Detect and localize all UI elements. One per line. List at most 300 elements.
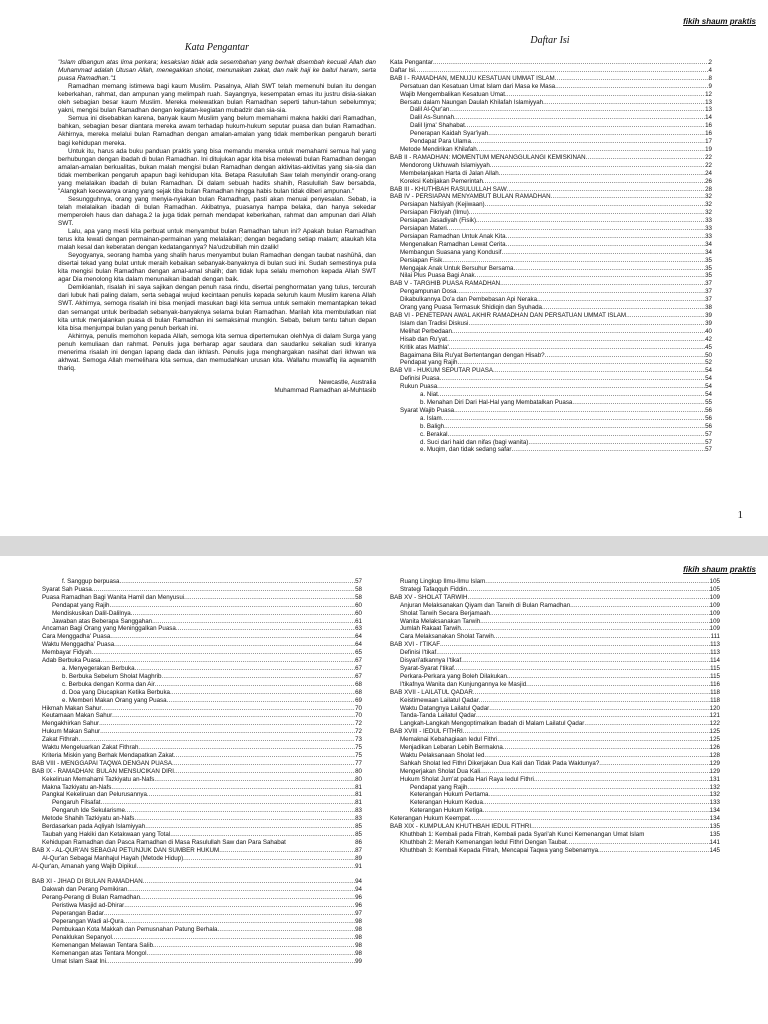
toc-entry-title: BAB XV - SHOLAT TARWIH bbox=[390, 593, 468, 601]
toc-entry-title: BAB VII - HUKUM SEPUTAR PUASA bbox=[390, 367, 494, 375]
toc-entry-title: Berdasarkan pada Aqliyah Islamiyyah bbox=[42, 823, 146, 831]
toc-entry[interactable] bbox=[390, 681, 720, 689]
toc-entry-page: 121 bbox=[709, 712, 720, 720]
toc-entry-title: BAB II - RAMADHAN: MOMENTUM MENANGGULANGI KEMISKINAN bbox=[390, 153, 586, 161]
toc-entry[interactable] bbox=[390, 689, 720, 697]
toc-leader-dots bbox=[567, 839, 710, 847]
toc-entry-page: 80 bbox=[355, 767, 362, 775]
running-header: fikih shaum praktis bbox=[683, 17, 756, 26]
toc-entry-title: Waktu Datangnya Lailatul Qadar bbox=[400, 704, 490, 712]
toc-entry-title: Pendapat yang Rajih bbox=[400, 359, 458, 367]
toc-entry[interactable] bbox=[32, 625, 362, 633]
toc-entry[interactable] bbox=[390, 697, 720, 705]
toc-entry-title: Membelanjakan Harta di Jalan Allah bbox=[400, 169, 499, 177]
toc-entry-title: Hikmah Makan Sahur bbox=[42, 704, 102, 712]
toc-entry[interactable] bbox=[32, 839, 362, 847]
toc-entry-page: 67 bbox=[355, 672, 362, 680]
paragraph: Seyogyanya, seorang hamba yang shalih harus menyambut bulan Ramadhan dengan taubat nashūhā, dan disertai tekad yang bulat untuk meraih kebaikan sebanyak-banyaknya di bulan suci ini. Sudah semestinya pula kita mengisi bulan Ramadhan dengan amal-amal shalih; dan tidak lupa selalu memohon kepada Allah SWT agar Dia menolong kita dalam menunaikan ibadah dengan baik. bbox=[58, 252, 376, 284]
toc-entry[interactable] bbox=[390, 618, 720, 626]
toc-entry-page: 113 bbox=[710, 641, 720, 649]
toc-entry[interactable] bbox=[390, 776, 720, 784]
toc-leader-dots bbox=[490, 162, 705, 170]
toc-entry-page: 81 bbox=[355, 799, 362, 807]
toc-entry[interactable] bbox=[32, 665, 362, 673]
toc-entry[interactable] bbox=[390, 170, 712, 178]
toc-entry[interactable] bbox=[32, 610, 362, 618]
toc-entry[interactable] bbox=[32, 950, 362, 958]
toc-entry[interactable] bbox=[390, 320, 712, 328]
paragraph: Ramadhan memang istimewa bagi kaum Muslim. Pasalnya, Allah SWT telah memenuhi bulan itu dengan keberkahan, rahmat, dan ampunan yang melimpah ruah. Sayangnya, kesempatan emas itu justru disia-siakan oleh sebagian besar kaum Muslim. Mereka melewatkan bulan Ramadhan seperti tahun-tahun sebelumnya; yakni, mengisi bulan Ramadhan dengan kegiatan-kegiatan mubadzir dan sia-sia. bbox=[58, 83, 376, 115]
toc-entry-title: Waktu Mengeluarkan Zakat Fithrah bbox=[42, 744, 139, 752]
toc-entry[interactable] bbox=[390, 446, 712, 454]
toc-entry[interactable] bbox=[32, 594, 362, 602]
toc-entry[interactable] bbox=[32, 807, 362, 815]
toc-leader-dots bbox=[468, 320, 705, 328]
toc-entry-page: 81 bbox=[355, 791, 362, 799]
toc-entry[interactable] bbox=[32, 934, 362, 942]
toc-entry[interactable] bbox=[32, 815, 362, 823]
toc-entry[interactable] bbox=[390, 122, 712, 130]
toc-entry-title: a. Niat bbox=[420, 391, 438, 399]
page-2 bbox=[0, 556, 768, 1024]
toc-entry[interactable] bbox=[390, 225, 712, 233]
toc-entry-page: 122 bbox=[709, 720, 720, 728]
toc-entry-title: f. Sanggup berpuasa bbox=[62, 578, 120, 585]
toc-leader-dots bbox=[170, 831, 355, 839]
toc-entry[interactable] bbox=[390, 831, 720, 839]
toc-entry[interactable] bbox=[390, 383, 712, 391]
toc-entry-page: 126 bbox=[709, 744, 720, 752]
toc-entry-page: 37 bbox=[705, 296, 712, 304]
toc-entry-title: BAB I - RAMADHAN, MENUJU KESATUAN UMMAT ISLAM bbox=[390, 74, 555, 82]
toc-entry[interactable] bbox=[390, 791, 720, 799]
toc-entry[interactable] bbox=[390, 760, 720, 768]
toc-entry-page: 105 bbox=[709, 585, 720, 593]
toc-entry-title: Mendiskusikan Dalil-Dalilnya bbox=[52, 609, 131, 617]
toc-entry-title: Keterangan Hukum Pertama bbox=[410, 791, 489, 799]
toc-entry-page: 81 bbox=[355, 783, 362, 791]
toc-entry[interactable] bbox=[32, 855, 362, 863]
toc-entry-title: Bersatu dalam Naungan Daulah Khilafah Islamiyyah bbox=[400, 98, 544, 106]
toc-entry-title: Persiapan Fikriyah (Ilmu) bbox=[400, 209, 469, 217]
toc-entry-title: Dakwah dan Perang Pemikiran bbox=[42, 886, 128, 894]
toc-entry-page: 32 bbox=[705, 209, 712, 217]
toc-entry[interactable] bbox=[390, 130, 712, 138]
toc-leader-dots bbox=[499, 170, 705, 178]
toc-entry[interactable] bbox=[32, 847, 362, 855]
toc-leader-dots bbox=[440, 641, 710, 649]
toc-entry-title: Kekeliruan Memahami Tazkiyatu an-Nafs bbox=[42, 775, 155, 783]
toc-leader-dots bbox=[506, 241, 706, 249]
toc-entry[interactable] bbox=[32, 586, 362, 594]
toc-leader-dots bbox=[147, 791, 355, 799]
toc-entry[interactable] bbox=[32, 831, 362, 839]
toc-leader-dots bbox=[483, 178, 705, 186]
toc-entry[interactable] bbox=[390, 201, 712, 209]
toc-entry[interactable] bbox=[390, 657, 720, 665]
toc-entry-title: Bagaimana Bila Ru'yat Bertentangan dengan Hisab? bbox=[400, 351, 545, 359]
toc-entry-page: 98 bbox=[355, 925, 362, 933]
toc-entry[interactable] bbox=[390, 578, 720, 586]
toc-leader-dots bbox=[497, 736, 709, 744]
toc-entry-page: 42 bbox=[705, 335, 712, 343]
toc-entry-page: 134 bbox=[709, 807, 720, 815]
toc-entry[interactable] bbox=[32, 618, 362, 626]
toc-entry[interactable] bbox=[390, 312, 712, 320]
toc-leader-dots bbox=[526, 681, 710, 689]
toc-leader-dots bbox=[440, 375, 706, 383]
toc-entry-page: 22 bbox=[705, 153, 712, 161]
toc-entry[interactable] bbox=[390, 154, 712, 162]
toc-leader-dots bbox=[572, 399, 705, 407]
toc-entry[interactable] bbox=[390, 272, 712, 280]
toc-entry[interactable] bbox=[390, 186, 712, 194]
toc-leader-dots bbox=[161, 673, 355, 681]
toc-entry-title: Wajib Mengembalikan Kesatuan Umat bbox=[400, 90, 506, 98]
toc-entry[interactable] bbox=[32, 673, 362, 681]
toc-leader-dots bbox=[485, 578, 709, 586]
toc-entry[interactable] bbox=[390, 296, 712, 304]
toc-entry[interactable] bbox=[390, 728, 720, 736]
toc-leader-dots bbox=[447, 336, 705, 344]
toc-entry[interactable] bbox=[390, 720, 720, 728]
toc-leader-dots bbox=[145, 823, 355, 831]
toc-leader-dots bbox=[438, 391, 705, 399]
toc-entry-title: BAB V - TARGHIB PUASA RAMADHAN bbox=[390, 280, 501, 288]
toc-entry[interactable] bbox=[390, 209, 712, 217]
toc-entry-title: Persiapan Fisik bbox=[400, 256, 443, 264]
toc-leader-dots bbox=[463, 728, 710, 736]
toc-entry[interactable] bbox=[390, 399, 712, 407]
toc-entry-title: Daftar Isi bbox=[390, 66, 415, 74]
toc-entry[interactable] bbox=[32, 776, 362, 784]
toc-entry[interactable] bbox=[390, 431, 712, 439]
toc-entry[interactable] bbox=[32, 863, 362, 871]
toc-entry[interactable] bbox=[390, 328, 712, 336]
toc-entry-page: 24 bbox=[705, 169, 712, 177]
toc-entry-title: Al-Qur'an Sebagai Manhajul Hayah (Metode Hidup) bbox=[42, 854, 184, 862]
toc-entry-page: 4 bbox=[708, 66, 712, 74]
toc-entry[interactable] bbox=[32, 784, 362, 792]
paragraph: Untuk itu, harus ada buku panduan praktis yang bisa memandu mereka untuk memahami semua hal yang berhubungan dengan ibadah di bulan Ramadhan. Ini ditujukan agar kita bisa melewati bulan Ramadhan dengan amalan-amalan berkualitas, bukan malah mengisi bulan Ramadhan dengan aktivitas-aktivitas yang sia-sia dan tidak memberikan pengaruh apapun bagi kehidupan kita. Betapa Rasulullah Saw telah menyindir orang-orang yang melalaikan ibadah di bulan Ramadhan. Di dalam sebuah hadits shahih, Rasulullah Saw bersabda, "Alangkah kecewanya orang yang sejak tiba bulan Ramadhan hingga habis bulan tidak diberi ampunan." bbox=[58, 147, 376, 195]
toc-entry[interactable] bbox=[32, 657, 362, 665]
toc-entry[interactable] bbox=[32, 823, 362, 831]
toc-entry[interactable] bbox=[390, 799, 720, 807]
toc-entry[interactable] bbox=[390, 847, 720, 855]
toc-entry-page: 38 bbox=[705, 304, 712, 312]
toc-entry[interactable] bbox=[390, 106, 712, 114]
toc-entry-page: 52 bbox=[705, 359, 712, 367]
toc-entry[interactable] bbox=[32, 910, 362, 918]
toc-leader-dots bbox=[442, 257, 705, 265]
toc-entry-page: 33 bbox=[705, 232, 712, 240]
toc-entry[interactable] bbox=[390, 178, 712, 186]
toc-entry-page: 64 bbox=[355, 641, 362, 649]
toc-leader-dots bbox=[467, 594, 709, 602]
toc-entry[interactable] bbox=[32, 894, 362, 902]
toc-entry-page: 56 bbox=[705, 414, 712, 422]
toc-entry[interactable] bbox=[390, 439, 712, 447]
toc-entry-title: I'tikafnya Wanita dan Kunjungannya ke Masjid bbox=[400, 680, 527, 688]
toc-leader-dots bbox=[172, 760, 355, 768]
toc-entry-page: 68 bbox=[355, 688, 362, 696]
toc-leader-dots bbox=[476, 712, 710, 720]
toc-leader-dots bbox=[125, 807, 355, 815]
toc-leader-dots bbox=[154, 776, 355, 784]
toc-entry-title: Hukum Sholat Jum'at pada Hari Raya Iedul Fithri bbox=[400, 775, 534, 783]
toc-entry[interactable] bbox=[32, 712, 362, 720]
toc-entry[interactable] bbox=[390, 359, 712, 367]
toc-entry-title: Persiapan Jasadiyah (Fisik) bbox=[400, 217, 476, 225]
paragraph: Demikianlah, risalah ini saya sajikan dengan penuh rasa rindu, disertai penghormatan yang tulus, tercurah dari lubuk hati paling dalam, serta sebagai wujud kecintaan penulis kepada seluruh kaum Muslim karena Allah SWT. Akhirnya, semoga risalah ini bisa menjadi masukan bagi kita semua untuk semakin memantapkan tekad dan semangat untuk beribadah sebanyak-banyaknya selama bulan Ramadhan. Marilah kita membulatkan niat kita untuk menjalankan puasa di bulan Ramadhan ini semaksimal mungkin. Sebab, belum tentu tahun depan kita bisa menjumpai bulan yang penuh berkah ini. bbox=[58, 284, 376, 332]
toc-entry[interactable] bbox=[390, 391, 712, 399]
toc-entry[interactable] bbox=[390, 59, 712, 67]
toc-leader-dots bbox=[184, 594, 355, 602]
toc-entry[interactable] bbox=[32, 578, 362, 586]
toc-entry[interactable] bbox=[390, 83, 712, 91]
toc-entry[interactable] bbox=[32, 728, 362, 736]
toc-entry-title: Khuthbah 2: Meraih Kemenangan Iedul Fithri Dengan Taubat bbox=[400, 838, 567, 846]
toc-entry[interactable] bbox=[390, 586, 720, 594]
toc-entry-page: 26 bbox=[705, 177, 712, 185]
toc-entry[interactable] bbox=[390, 744, 720, 752]
toc-entry[interactable] bbox=[390, 807, 720, 815]
toc-entry[interactable] bbox=[390, 233, 712, 241]
toc-entry[interactable] bbox=[390, 602, 720, 610]
toc-entry-page: 35 bbox=[705, 264, 712, 272]
toc-entry-title: Orang yang Puasa Termasuk Shidiqin dan Syuhada bbox=[400, 304, 542, 312]
toc-leader-dots bbox=[100, 657, 355, 665]
toc-entry[interactable] bbox=[390, 217, 712, 225]
toc-leader-dots bbox=[92, 649, 356, 657]
toc-entry-title: BAB XVI - I'TIKAF bbox=[390, 641, 441, 649]
toc-entry[interactable] bbox=[390, 673, 720, 681]
toc-entry[interactable] bbox=[32, 705, 362, 713]
toc-entry[interactable] bbox=[390, 257, 712, 265]
toc-entry[interactable] bbox=[390, 265, 712, 273]
toc-leader-dots bbox=[442, 415, 705, 423]
toc-entry[interactable] bbox=[32, 633, 362, 641]
toc-entry[interactable] bbox=[390, 146, 712, 154]
toc-entry-title: Membangun Suasana yang Kondusif bbox=[400, 248, 502, 256]
toc-entry-title: a. Islam bbox=[420, 414, 442, 422]
toc-leader-dots bbox=[479, 697, 710, 705]
toc-entry-title: Pengaruh Filsafat bbox=[52, 799, 101, 807]
toc-entry[interactable] bbox=[390, 641, 720, 649]
toc-entry-title: b. Berbuka Sebelum Sholat Maghrib bbox=[62, 672, 162, 680]
toc-entry[interactable] bbox=[390, 249, 712, 257]
toc-entry[interactable] bbox=[390, 839, 720, 847]
toc-entry-title: Hisab dan Ru'yat bbox=[400, 335, 447, 343]
toc-entry[interactable] bbox=[390, 99, 712, 107]
toc-leader-dots bbox=[436, 649, 710, 657]
toc-entry[interactable] bbox=[390, 352, 712, 360]
toc-entry-page: 72 bbox=[355, 720, 362, 728]
toc-entry[interactable] bbox=[390, 415, 712, 423]
toc-entry[interactable] bbox=[390, 784, 720, 792]
toc-entry-page: 109 bbox=[709, 593, 720, 601]
toc-entry-title: Strategi Tafaqquh Fiddin bbox=[400, 585, 467, 593]
toc-entry[interactable] bbox=[390, 367, 712, 375]
toc-entry[interactable] bbox=[390, 375, 712, 383]
toc-column-page1 bbox=[390, 59, 712, 454]
toc-entry[interactable] bbox=[32, 942, 362, 950]
toc-entry-page: 116 bbox=[710, 680, 720, 688]
toc-entry[interactable] bbox=[390, 712, 720, 720]
toc-entry-title: Nilai Plus Puasa Bagi Anak bbox=[400, 272, 475, 280]
toc-entry[interactable] bbox=[32, 681, 362, 689]
toc-entry-page: 61 bbox=[355, 617, 362, 625]
toc-entry[interactable] bbox=[32, 760, 362, 768]
toc-leader-dots bbox=[447, 225, 705, 233]
toc-entry[interactable] bbox=[390, 610, 720, 618]
toc-leader-dots bbox=[143, 878, 355, 886]
toc-entry-page: 50 bbox=[705, 351, 712, 359]
toc-leader-dots bbox=[543, 99, 705, 107]
toc-entry[interactable] bbox=[32, 736, 362, 744]
toc-leader-dots bbox=[490, 610, 710, 618]
toc-leader-dots bbox=[110, 633, 355, 641]
toc-entry[interactable] bbox=[32, 641, 362, 649]
toc-entry[interactable] bbox=[32, 886, 362, 894]
toc-entry[interactable] bbox=[390, 625, 720, 633]
toc-entry-page: 129 bbox=[709, 759, 720, 767]
toc-entry[interactable] bbox=[32, 752, 362, 760]
toc-entry[interactable] bbox=[32, 744, 362, 752]
toc-entry-title: Langkah-Langkah Mengoptimalkan Ibadah di Malam Lailatul Qadar bbox=[400, 720, 585, 728]
toc-column-left bbox=[32, 578, 362, 965]
toc-entry-title: c. Berbuka dengan Korma dan Air bbox=[62, 680, 155, 688]
toc-leader-dots bbox=[454, 114, 705, 122]
toc-leader-dots bbox=[134, 815, 355, 823]
toc-leader-dots bbox=[146, 950, 355, 958]
toc-entry[interactable] bbox=[390, 67, 712, 75]
toc-entry-page: 57 bbox=[355, 578, 362, 585]
toc-entry-page: 86 bbox=[355, 838, 362, 846]
toc-leader-dots bbox=[415, 67, 709, 75]
toc-entry-page: 13 bbox=[705, 98, 712, 106]
toc-entry[interactable] bbox=[390, 193, 712, 201]
toc-entry[interactable] bbox=[390, 736, 720, 744]
toc-leader-dots bbox=[152, 618, 355, 626]
toc-entry[interactable] bbox=[390, 138, 712, 146]
toc-entry[interactable] bbox=[32, 926, 362, 934]
toc-entry[interactable] bbox=[32, 649, 362, 657]
toc-entry[interactable] bbox=[390, 280, 712, 288]
toc-entry[interactable] bbox=[390, 649, 720, 657]
toc-leader-dots bbox=[531, 823, 710, 831]
toc-entry-title: Kata Pengantar bbox=[390, 59, 434, 66]
toc-entry[interactable] bbox=[32, 602, 362, 610]
toc-entry-page: 98 bbox=[355, 941, 362, 949]
toc-entry-title: Pendapat yang Rajih bbox=[410, 783, 468, 791]
paragraph: Semua ini disebabkan karena, banyak kaum Muslim yang belum memahami makna hakiki dari Ramadhan, bahkan, sebagian besar diantara mereka awam terhadap hukum-hukum seputar puasa dan bulan Ramadhan. Akhirnya, mereka melalui bulan Ramadhan dengan amalan-amalan yang tidak memberikan pengaruh berarti bagi kehidupan mereka. bbox=[58, 115, 376, 147]
toc-entry[interactable] bbox=[390, 75, 712, 83]
toc-entry-page: 13 bbox=[705, 106, 712, 114]
toc-entry-title: Kriteria Miskin yang Berhak Mendapatkan Zakat bbox=[42, 751, 174, 759]
toc-entry[interactable] bbox=[32, 720, 362, 728]
toc-entry[interactable] bbox=[32, 958, 362, 966]
toc-entry[interactable] bbox=[390, 91, 712, 99]
toc-entry-title: Peperangan Badar bbox=[52, 910, 104, 918]
toc-entry-page: 72 bbox=[355, 728, 362, 736]
toc-entry-title: Islam dan Tradisi Diskusi bbox=[400, 319, 469, 327]
toc-leader-dots bbox=[454, 407, 705, 415]
toc-entry-title: d. Doa yang Diucapkan Ketika Berbuka bbox=[62, 688, 171, 696]
toc-entry[interactable] bbox=[390, 423, 712, 431]
toc-entry-page: 57 bbox=[705, 430, 712, 438]
toc-entry[interactable] bbox=[32, 791, 362, 799]
toc-entry[interactable] bbox=[32, 918, 362, 926]
toc-leader-dots bbox=[485, 201, 706, 209]
toc-entry-title: Makna Tazkiyatu an-Nafs bbox=[42, 783, 112, 791]
toc-entry-page: 40 bbox=[705, 327, 712, 335]
toc-entry[interactable] bbox=[32, 871, 362, 879]
toc-entry[interactable] bbox=[32, 902, 362, 910]
toc-entry[interactable] bbox=[390, 633, 720, 641]
toc-entry-title: Khuthbah 3: Kembali Kepada Fitrah, Mencapai Taqwa yang Sebenarnya bbox=[400, 846, 599, 854]
toc-entry-page: 35 bbox=[705, 256, 712, 264]
toc-leader-dots bbox=[584, 720, 709, 728]
toc-entry[interactable] bbox=[32, 689, 362, 697]
toc-entry[interactable] bbox=[390, 288, 712, 296]
toc-leader-dots bbox=[449, 106, 705, 114]
toc-leader-dots bbox=[467, 784, 709, 792]
toc-leader-dots bbox=[512, 446, 706, 454]
toc-entry[interactable] bbox=[390, 407, 712, 415]
toc-leader-dots bbox=[514, 265, 706, 273]
toc-entry[interactable] bbox=[32, 768, 362, 776]
toc-entry-page: 2 bbox=[708, 59, 712, 66]
toc-entry[interactable] bbox=[390, 114, 712, 122]
toc-entry[interactable] bbox=[390, 752, 720, 760]
toc-entry-page: 145 bbox=[709, 846, 720, 854]
toc-entry[interactable] bbox=[390, 162, 712, 170]
toc-entry-page: 60 bbox=[355, 609, 362, 617]
toc-entry-title: Umat Islam Saat Ini bbox=[52, 957, 106, 965]
toc-entry-title: BAB IX - RAMADHAN: BULAN MENSUCIKAN DIRI bbox=[32, 767, 174, 775]
toc-leader-dots bbox=[545, 352, 705, 360]
toc-leader-dots bbox=[454, 665, 710, 673]
toc-entry[interactable] bbox=[390, 823, 720, 831]
toc-entry-page: 132 bbox=[709, 791, 720, 799]
toc-entry-page: 12 bbox=[705, 90, 712, 98]
toc-leader-dots bbox=[111, 784, 355, 792]
toc-leader-dots bbox=[469, 209, 705, 217]
toc-entry[interactable] bbox=[390, 241, 712, 249]
toc-entry[interactable] bbox=[390, 768, 720, 776]
toc-entry[interactable] bbox=[390, 344, 712, 352]
kata-pengantar-body bbox=[58, 83, 376, 373]
toc-entry[interactable] bbox=[390, 594, 720, 602]
toc-entry-page: 99 bbox=[355, 957, 362, 965]
toc-entry-page: 54 bbox=[705, 367, 712, 375]
toc-entry[interactable] bbox=[32, 878, 362, 886]
toc-entry-title: Dikabulkannya Do'a dan Pembebasan Api Neraka bbox=[400, 296, 538, 304]
toc-entry[interactable] bbox=[32, 799, 362, 807]
toc-entry-title: Perang-Perang di Bulan Ramadhan bbox=[42, 894, 141, 902]
toc-entry[interactable] bbox=[32, 697, 362, 705]
toc-entry-title: BAB X - AL-QUR'AN SEBAGAI PETUNJUK DAN SUMBER HUKUM bbox=[32, 846, 220, 854]
toc-entry[interactable] bbox=[390, 815, 720, 823]
toc-entry[interactable] bbox=[390, 665, 720, 673]
toc-entry-page: 69 bbox=[355, 696, 362, 704]
toc-entry[interactable] bbox=[390, 304, 712, 312]
toc-leader-dots bbox=[542, 304, 705, 312]
toc-entry[interactable] bbox=[390, 705, 720, 713]
toc-entry[interactable] bbox=[390, 336, 712, 344]
toc-entry-page: 131 bbox=[709, 775, 720, 783]
